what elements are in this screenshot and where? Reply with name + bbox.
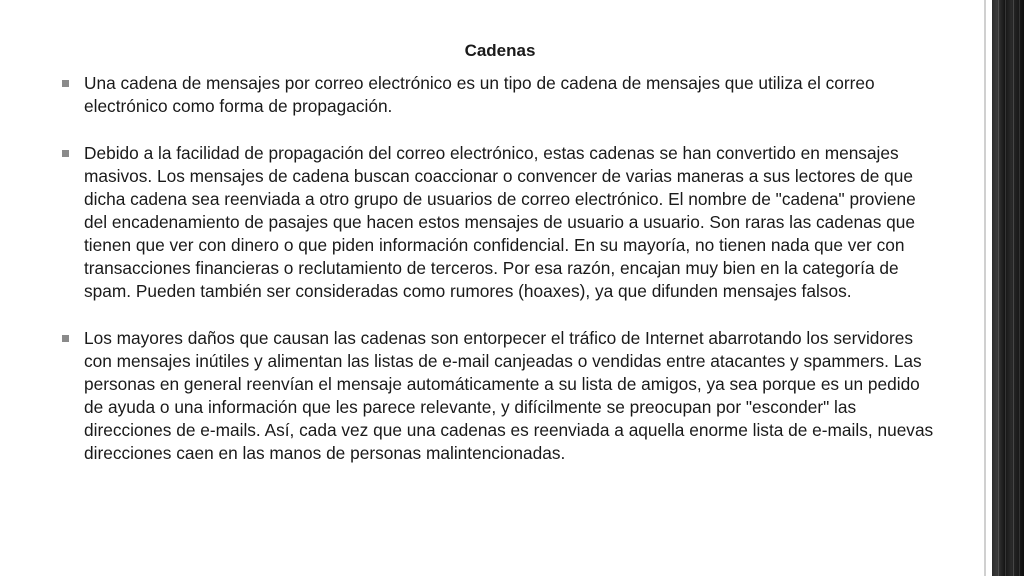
bullet-item <box>62 327 942 465</box>
square-bullet-icon <box>62 335 69 342</box>
square-bullet-icon <box>62 80 69 87</box>
texture-line <box>1019 0 1020 576</box>
bullet-item <box>62 142 942 303</box>
texture-line <box>998 0 999 576</box>
bullet-text: Los mayores daños que causan las cadenas son entorpecer el tráfico de Internet abarrotando los servidores con mensajes inútiles y alimentan las listas de e-mail canjeadas o vendidas entre atacantes y spammers. Las personas en general reenvían el mensaje automáticamente a su lista de amigos, ya sea porque es un pedido de ayuda o una información que les parece relevante, y difícilmente se preocupan por "esconder" las direcciones de e-mails. Así, cada vez que una cadenas es reenviada a aquella enorme lista de e-mails, nuevas direcciones caen en las manos de personas malintencionadas. <box>84 328 934 463</box>
slide-title: Cadenas <box>464 41 536 60</box>
decorative-side-band <box>992 0 1024 576</box>
texture-line <box>1005 0 1006 576</box>
bullet-text: Una cadena de mensajes por correo electrónico es un tipo de cadena de mensajes que utiliza el correo electrónico como forma de propagación. <box>84 73 875 116</box>
slide-content <box>62 72 942 489</box>
square-bullet-icon <box>62 150 69 157</box>
bullet-text: Debido a la facilidad de propagación del correo electrónico, estas cadenas se han convertido en mensajes masivos. Los mensajes de cadena buscan coaccionar o convencer de varias maneras a sus lectores de que dicha cadena sea reenviada a otro grupo de usuarios de correo electrónico. El nombre de "cadena" proviene del encadenamiento de pasajes que hacen estos mensajes de usuario a usuario. Son raras las cadenas que tienen que ver con dinero o que piden información confidencial. En su mayoría, no tienen nada que ver con transacciones financieras o reclutamiento de terceros. Por esa razón, encajan muy bien en la categoría de spam. Pueden también ser consideradas como rumores (hoaxes), ya que difunden mensajes falsos. <box>84 143 916 301</box>
decorative-edge-line <box>984 0 986 576</box>
bullet-item <box>62 72 942 118</box>
texture-line <box>1013 0 1014 576</box>
